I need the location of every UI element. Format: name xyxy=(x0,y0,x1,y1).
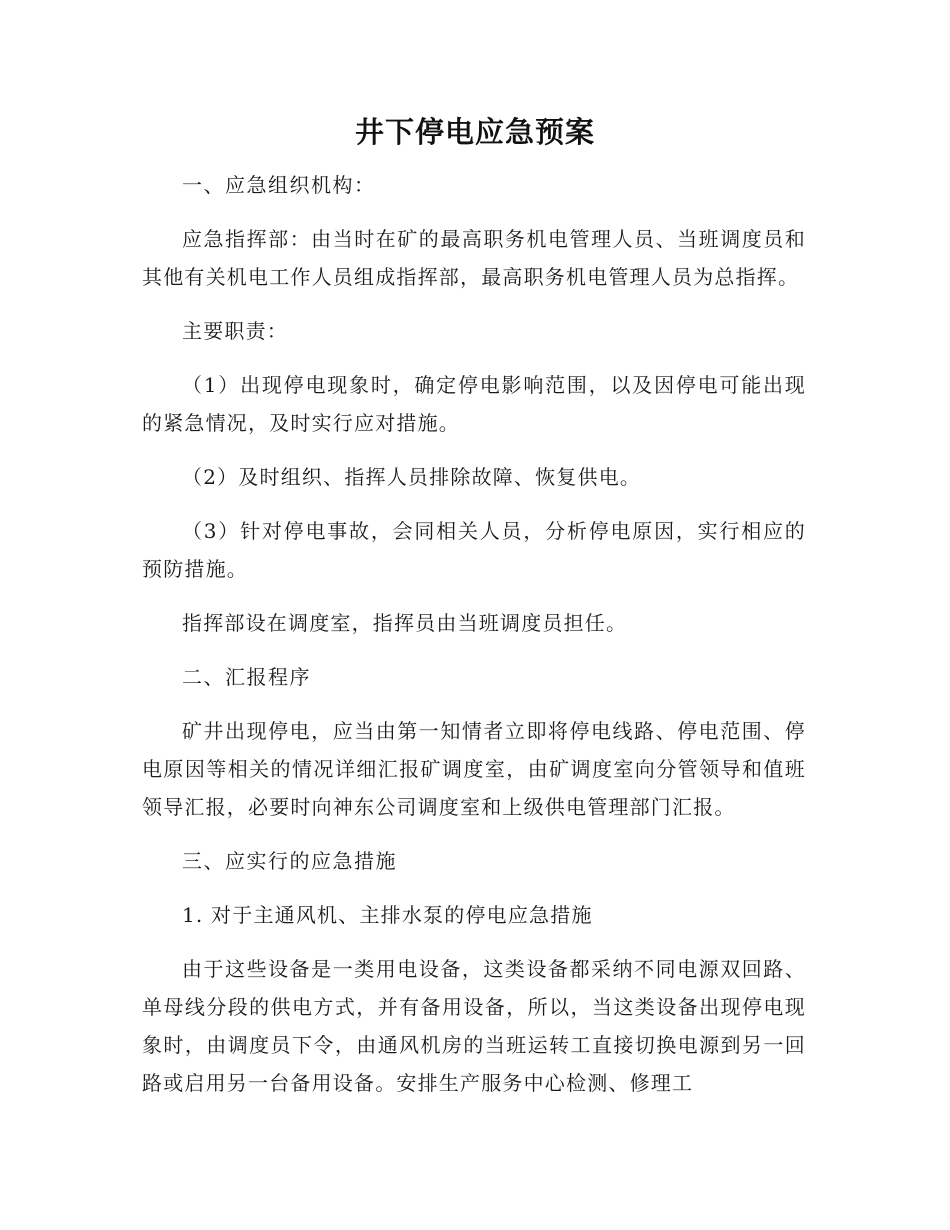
section-heading-organization: 一、应急组织机构： xyxy=(182,173,376,197)
paragraph-fan-pump-measures: 由于这些设备是一类用电设备，这类设备都采纳不同电源双回路、单母线分段的供电方式，并有备用设备，所以，当这类设备出现停电现象时，由调度员下令，由通风机房的当班运转工直接切换电源到另一回路或启用另一台备用设备。安排生产服务中心检测、修理工 xyxy=(142,957,806,1095)
paragraph-duty-2: （2）及时组织、指挥人员排除故障、恢复供电。 xyxy=(182,465,642,489)
paragraph-command-center: 应急指挥部：由当时在矿的最高职务机电管理人员、当班调度员和其他有关机电工作人员组成指挥部，最高职务机电管理人员为总指挥。 xyxy=(142,227,806,289)
paragraph-duty-1: （1）出现停电现象时，确定停电影响范围，以及因停电可能出现的紧急情况，及时实行应对措施。 xyxy=(142,373,806,435)
paragraph-command-location: 指挥部设在调度室，指挥员由当班调度员担任。 xyxy=(182,611,628,635)
section-heading-measures: 三、应实行的应急措施 xyxy=(182,849,397,873)
paragraph-reporting-procedure: 矿井出现停电，应当由第一知情者立即将停电线路、停电范围、停电原因等相关的情况详细汇报矿调度室，由矿调度室向分管领导和值班领导汇报，必要时向神东公司调度室和上级供电管理部门汇报。 xyxy=(142,719,806,819)
paragraph-duty-3: （3）针对停电事故，会同相关人员，分析停电原因，实行相应的预防措施。 xyxy=(142,519,806,581)
paragraph-main-duties-label: 主要职责： xyxy=(182,319,288,343)
document-body xyxy=(142,166,806,1118)
section-heading-reporting: 二、汇报程序 xyxy=(182,665,311,689)
document-title: 井下停电应急预案 xyxy=(354,115,595,149)
subsection-heading-fan-pump: 1. 对于主通风机、主排水泵的停电应急措施 xyxy=(182,903,593,927)
